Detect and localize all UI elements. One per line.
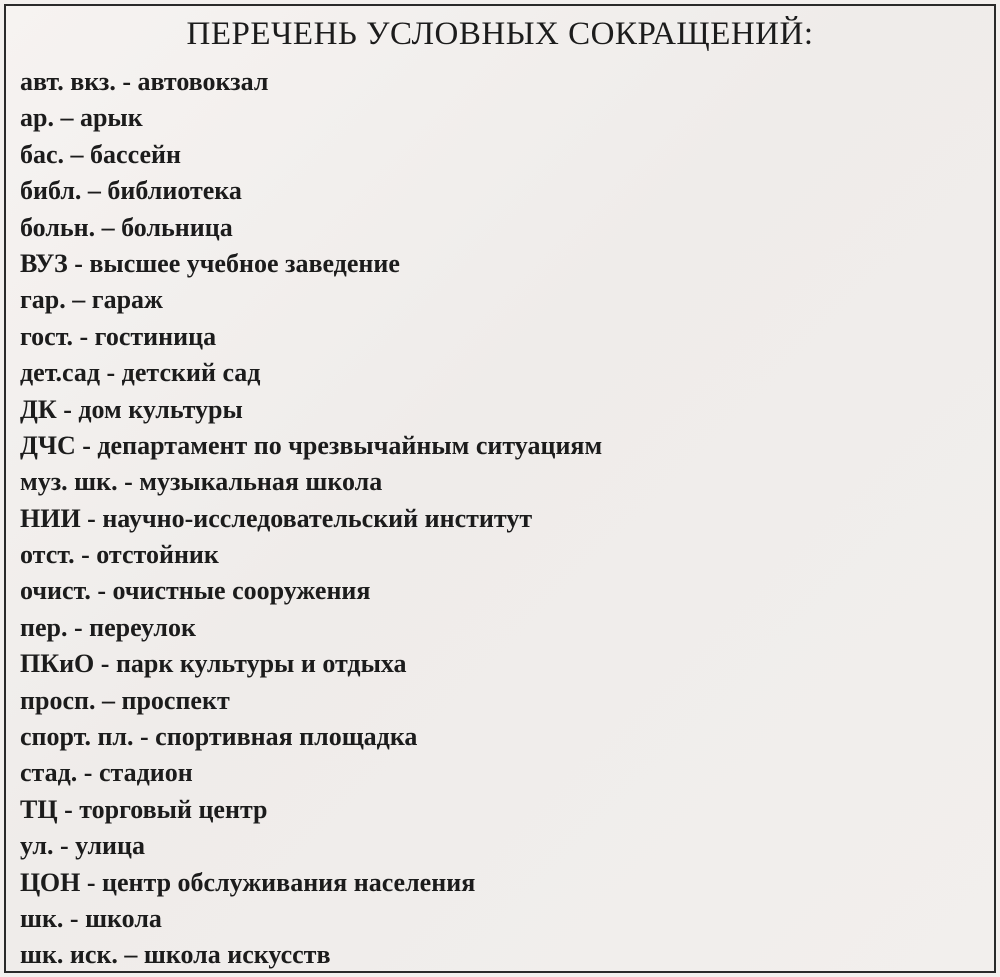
list-item: библ. – библиотека [20, 176, 242, 206]
list-item: ул. - улица [20, 831, 145, 861]
list-item: просп. – проспект [20, 685, 230, 715]
list-item: гар. – гараж [20, 285, 163, 315]
list-item: стад. - стадион [20, 758, 193, 788]
list-item: отст. - отстойник [20, 540, 219, 570]
list-item: муз. шк. - музыкальная школа [20, 467, 383, 497]
list-item: бас. – бассейн [20, 139, 181, 169]
legend-title: ПЕРЕЧЕНЬ УСЛОВНЫХ СОКРАЩЕНИЙ: [186, 16, 814, 52]
list-item: ПКиО - парк культуры и отдыха [20, 649, 407, 679]
abbreviation-list [20, 64, 602, 974]
list-item: ДЧС - департамент по чрезвычайным ситуациям [20, 430, 603, 460]
list-item: ЦОН - центр обслуживания населения [20, 867, 476, 897]
list-item: спорт. пл. - спортивная площадка [20, 722, 418, 752]
list-item: НИИ - научно-исследовательский институт [20, 503, 533, 533]
list-item: ар. – арык [20, 103, 143, 133]
list-item: авт. вкз. - автовокзал [20, 67, 269, 96]
abbreviations-legend [4, 4, 996, 973]
list-item: ДК - дом культуры [20, 394, 243, 424]
list-item: ТЦ - торговый центр [20, 794, 268, 824]
list-item: пер. - переулок [20, 612, 196, 642]
list-item: гост. - гостиница [20, 321, 217, 351]
list-item: очист. - очистные сооружения [20, 576, 371, 606]
list-item: больн. – больница [20, 212, 233, 242]
list-item: ВУЗ - высшее учебное заведение [20, 248, 400, 278]
list-item: шк. - школа [20, 903, 162, 933]
list-item: дет.сад - детский сад [20, 358, 261, 388]
list-item: шк. иск. – школа искусств [20, 940, 331, 970]
